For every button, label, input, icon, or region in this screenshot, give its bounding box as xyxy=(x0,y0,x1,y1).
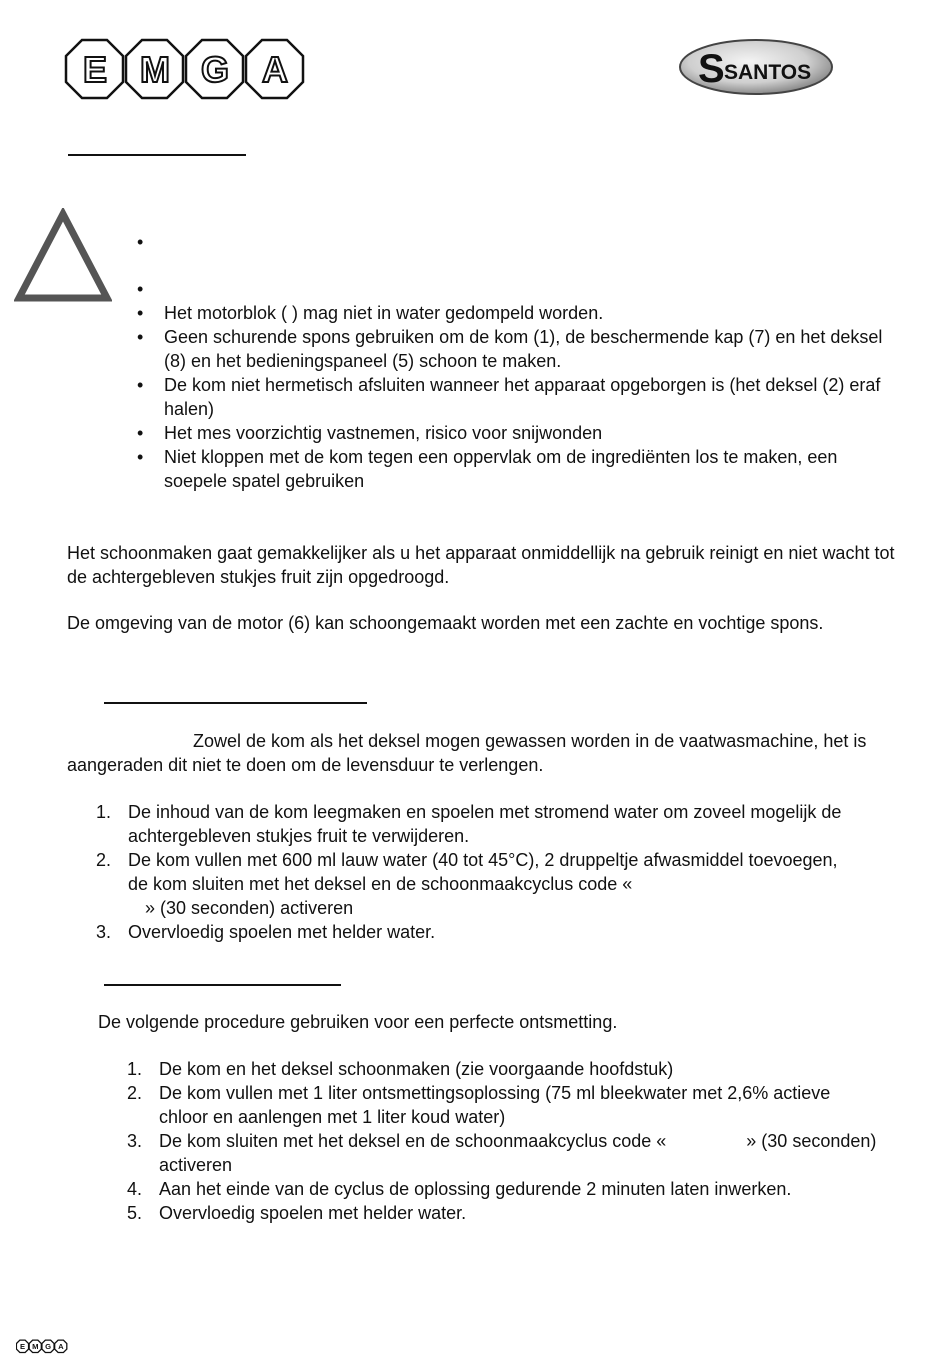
warning-item: • Niet kloppen met de kom tegen een oppervlak om de ingrediënten los te maken, een soepele spatel gebruiken xyxy=(164,445,844,493)
emga-footer-letter: A xyxy=(58,1342,64,1352)
santos-wordmark: SANTOS xyxy=(724,61,812,84)
warning-item: • Geen schurende spons gebruiken om de kom (1), de beschermende kap (7) en het deksel (8) en het bedieningspaneel (5) schoon te maken. xyxy=(164,325,894,373)
emga-footer-letter: M xyxy=(32,1342,39,1352)
emga-footer-letter: E xyxy=(20,1342,26,1352)
santos-initial: S xyxy=(698,47,725,91)
bowl-step: 1. De inhoud van de kom leegmaken en spoelen met stromend water om zoveel mogelijk de achtergebleven stukjes fruit te verwijderen. xyxy=(96,802,842,846)
santos-logo xyxy=(676,36,838,98)
disinfection-step: 4. Aan het einde van de cyclus de oplossing gedurende 2 minuten laten inwerken. xyxy=(127,1179,792,1199)
emga-letter-g: G xyxy=(200,49,230,90)
bowl-intro: Zowel de kom als het deksel mogen gewassen worden in de vaatwasmachine, het is aangeraden dit niet te doen om de levensduur te verlengen. xyxy=(67,731,867,775)
disinfection-step: 5. Overvloedig spoelen met helder water. xyxy=(127,1203,467,1223)
warning-list xyxy=(164,301,894,493)
warning-empty-bullet: • xyxy=(137,232,144,252)
bowl-step: 2. De kom vullen met 600 ml lauw water (40 tot 45°C), 2 druppeltje afwasmiddel toevoegen, de kom sluiten met het deksel en de schoonmaakcyclus code « xyxy=(96,850,838,894)
warning-item: • Het mes voorzichtig vastnemen, risico voor snijwonden xyxy=(164,421,894,445)
disinfection-steps xyxy=(127,1057,882,1225)
emga-footer-letter: G xyxy=(45,1342,52,1352)
disinfection-step: 1. De kom en het deksel schoonmaken (zie voorgaande hoofdstuk) xyxy=(127,1059,674,1079)
section-disinfection-underline xyxy=(104,984,341,986)
emga-footer-logo xyxy=(16,1339,70,1354)
disinfection-step: 2. De kom vullen met 1 liter ontsmettingsoplossing (75 ml bleekwater met 2,6% actieve chloor en aanlengen met 1 liter koud water) xyxy=(127,1083,831,1127)
emga-letter-m: M xyxy=(140,49,170,90)
bowl-step-continuation: » (30 seconden) activeren xyxy=(145,898,354,918)
emga-letter-a: A xyxy=(262,49,288,90)
warning-item: • De kom niet hermetisch afsluiten wanneer het apparaat opgeborgen is (het deksel (2) eraf halen) xyxy=(164,373,894,421)
warning-item: • Het motorblok ( ) mag niet in water gedompeld worden. xyxy=(164,301,894,325)
heading-underline xyxy=(68,154,246,156)
emga-logo xyxy=(64,38,318,102)
warning-triangle-icon xyxy=(14,208,112,304)
section-bowl-underline xyxy=(104,702,367,704)
warning-empty-bullet: • xyxy=(137,279,144,299)
bowl-steps xyxy=(96,800,863,944)
bowl-step: 3. Overvloedig spoelen met helder water. xyxy=(96,922,436,942)
emga-letter-e: E xyxy=(82,49,108,90)
cleaning-paragraph-1: Het schoonmaken gaat gemakkelijker als u het apparaat onmiddellijk na gebruik reinigt en niet wacht tot de achtergebleven stukjes fruit zijn opgedroogd. xyxy=(67,543,895,587)
disinfection-intro: De volgende procedure gebruiken voor een perfecte ontsmetting. xyxy=(98,1012,618,1032)
disinfection-step: 3. De kom sluiten met het deksel en de schoonmaakcyclus code « » (30 seconden) activeren xyxy=(127,1131,882,1175)
cleaning-paragraph-2: De omgeving van de motor (6) kan schoongemaakt worden met een zachte en vochtige spons. xyxy=(67,613,824,633)
